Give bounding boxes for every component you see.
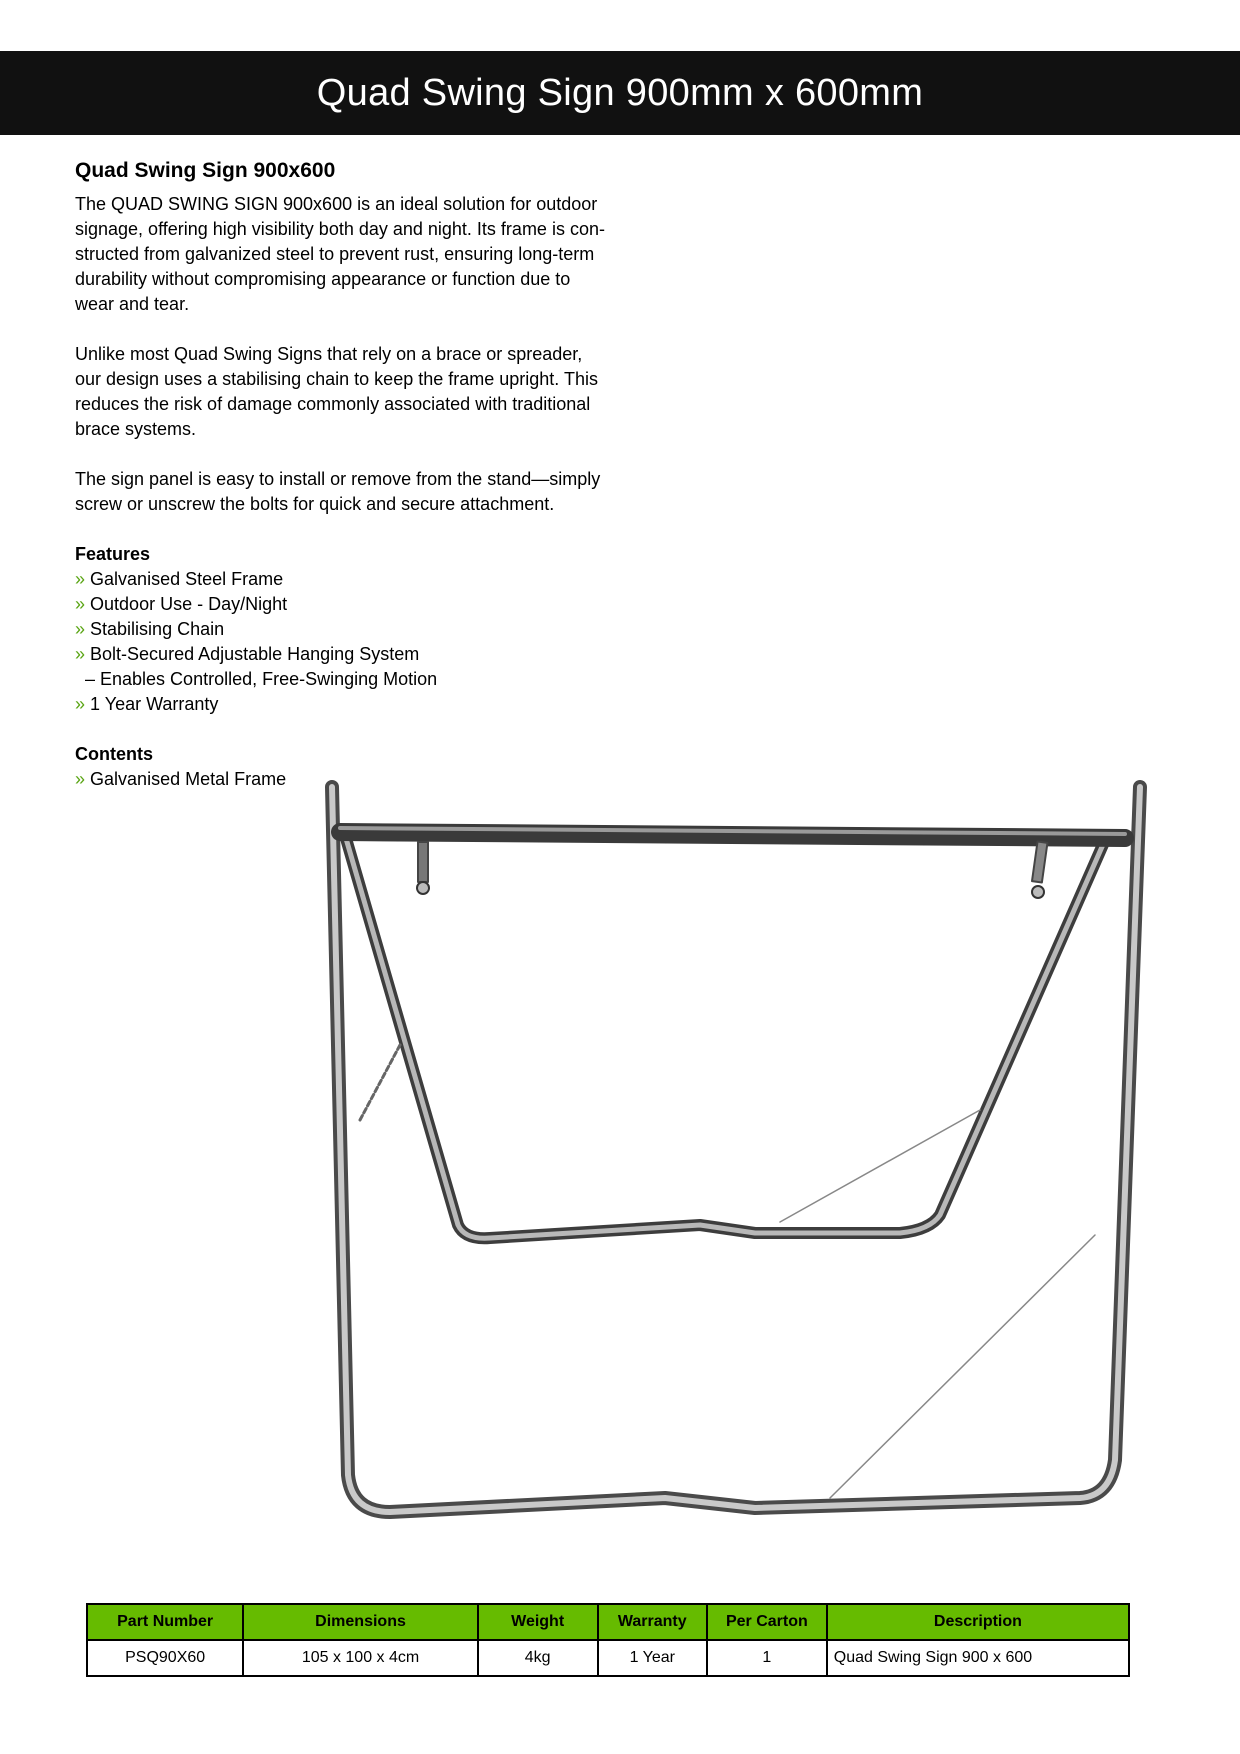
column-header: Per Carton [707,1604,827,1640]
feature-item: » Outdoor Use - Day/Night [75,594,288,614]
swing-sign-frame-image [300,770,1160,1560]
column-header: Warranty [598,1604,707,1640]
feature-item: » Stabilising Chain [75,619,225,639]
description-paragraph: Unlike most Quad Swing Signs that rely on a brace or spreader, our design uses a stabilising chain to keep the frame upright. This reduces the risk of damage commonly associated with traditional brace systems. [75,344,598,439]
bullet-icon: » [75,594,86,614]
table-cell: 1 Year [598,1640,707,1676]
bullet-icon: » [75,569,86,589]
column-header: Description [827,1604,1129,1640]
bullet-icon: » [75,694,86,714]
table-cell: 1 [707,1640,827,1676]
contents-heading: Contents [75,744,153,764]
table-cell: 4kg [478,1640,598,1676]
product-heading: Quad Swing Sign 900x600 [75,159,336,182]
table-header-row [87,1604,1129,1640]
column-header: Part Number [87,1604,243,1640]
features-heading: Features [75,544,151,564]
bullet-icon: » [75,769,86,789]
table-cell: 105 x 100 x 4cm [243,1640,477,1676]
description-paragraph: The QUAD SWING SIGN 900x600 is an ideal solution for outdoor signage, offering high visibility both day and night. Its frame is con-structed from galvanized steel to prevent rust, ensuring long-term durability without compromising appearance or function due to wear and tear. [75,194,605,314]
spec-table [86,1603,1130,1677]
page-title-bar [0,51,1240,135]
product-description [75,157,605,817]
page-title: Quad Swing Sign 900mm x 600mm [316,71,924,114]
column-header: Weight [478,1604,598,1640]
bullet-icon: » [75,619,86,639]
column-header: Dimensions [243,1604,477,1640]
table-row [87,1640,1129,1676]
feature-item: » Galvanised Steel Frame [75,569,284,589]
table-cell: Quad Swing Sign 900 x 600 [827,1640,1129,1676]
feature-subitem: – Enables Controlled, Free-Swinging Motion [85,669,438,689]
table-cell: PSQ90X60 [87,1640,243,1676]
description-paragraph: The sign panel is easy to install or remove from the stand—simply screw or unscrew the bolts for quick and secure attachment. [75,469,601,514]
contents-item: » Galvanised Metal Frame [75,769,287,789]
feature-item: » 1 Year Warranty [75,694,219,714]
bullet-icon: » [75,644,86,664]
feature-item: » Bolt-Secured Adjustable Hanging System [75,644,420,664]
features-list [75,567,605,717]
